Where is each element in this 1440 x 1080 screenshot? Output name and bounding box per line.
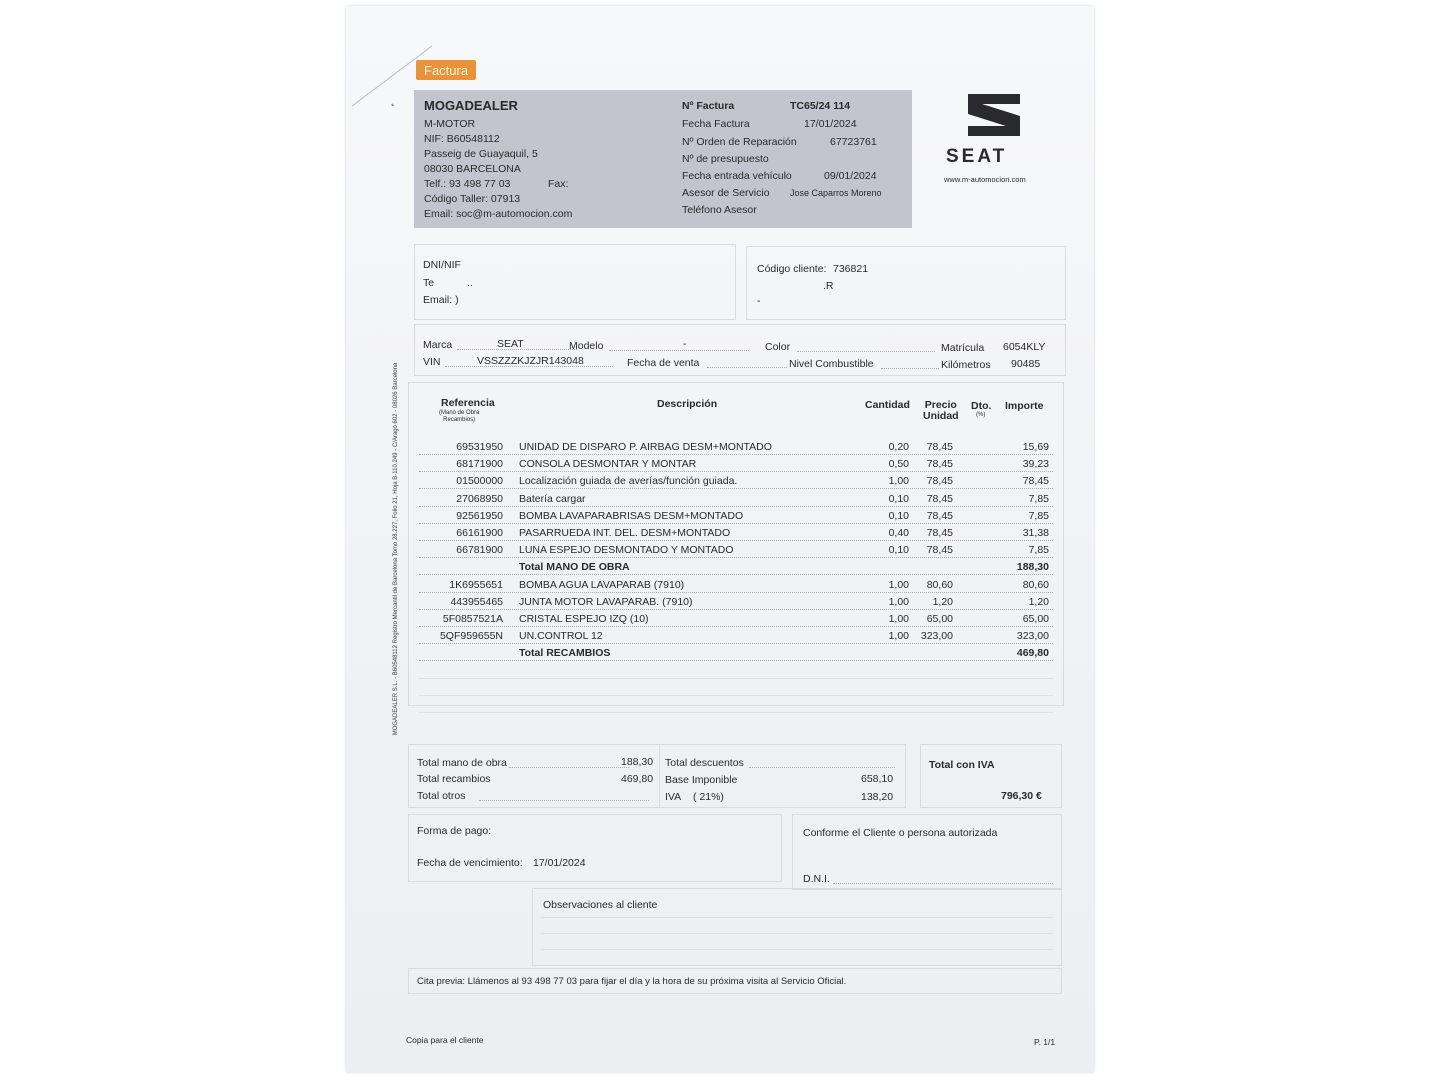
copy-label: Copia para el cliente: [406, 1035, 484, 1045]
signature-label: Conforme el Cliente o persona autorizada: [803, 827, 998, 839]
col-reference: Referencia: [441, 397, 495, 409]
observations-label: Observaciones al cliente: [543, 899, 658, 911]
totals-box: [408, 744, 906, 808]
customer-code-box: [746, 246, 1066, 320]
seat-logo-icon: [964, 90, 1024, 140]
invoice-date: 17/01/2024: [804, 118, 857, 130]
vat-amount: 138,20: [861, 791, 894, 803]
labor-total: 188,30: [621, 756, 654, 768]
cell-amount: 39,23: [1022, 458, 1049, 471]
cell-desc: CRISTAL ESPEJO IZQ (10): [519, 613, 649, 625]
email-label: Email: ): [423, 294, 459, 306]
plate-label: Matrícula: [941, 342, 985, 354]
due-date: 17/01/2024: [533, 857, 586, 869]
cell-desc: BOMBA LAVAPARABRISAS DESM+MONTADO: [519, 509, 744, 522]
cell-price: 78,45: [926, 509, 953, 522]
cell-qty: 1,00: [888, 630, 909, 643]
appointment-box: [408, 968, 1062, 994]
cell-amount: 7,85: [1028, 492, 1049, 505]
tel-label: Te: [423, 277, 435, 289]
grand-total-box: [920, 744, 1062, 808]
customer-box: [414, 244, 736, 320]
company-taller: Código Taller: 07913: [424, 193, 521, 205]
items-table: [408, 382, 1064, 706]
cell-amount: 65,00: [1022, 613, 1049, 625]
model-label: Modelo: [569, 340, 604, 352]
cell-qty: 0,40: [888, 527, 909, 539]
cell-ref: 69531950: [456, 441, 503, 453]
cell-amount: 1,20: [1028, 595, 1049, 608]
repair-order: 67723761: [830, 136, 877, 148]
cell-price: 78,45: [926, 527, 953, 539]
cell-qty: 0,10: [888, 544, 909, 557]
cell-ref: 68171900: [456, 458, 503, 471]
col-discount-sub: (%): [976, 412, 986, 418]
grand-total-label: Total con IVA: [929, 759, 995, 771]
vin-label: VIN: [423, 356, 441, 368]
invoice-number-label: Nº Factura: [682, 100, 735, 112]
parts-total-label: Total recambios: [417, 773, 491, 785]
brand-website: www.m-automocion.com: [944, 175, 1026, 184]
cell-price: 1,20: [932, 595, 953, 608]
cell-desc: LUNA ESPEJO DESMONTADO Y MONTADO: [519, 544, 734, 557]
vat-percent: ( 21%): [693, 791, 724, 803]
col-quantity: Cantidad: [865, 399, 910, 411]
repair-order-label: Nº Orden de Reparación: [682, 136, 797, 148]
cell-qty: 1,00: [888, 578, 909, 591]
cell-price: 78,45: [926, 492, 953, 505]
brand-name: SEAT: [946, 146, 1008, 167]
payment-method-label: Forma de pago:: [417, 825, 492, 837]
cell-price: 80,60: [926, 578, 953, 591]
cell-amount: 188,30: [1016, 561, 1049, 574]
signature-dni-label: D.N.I.: [803, 873, 830, 885]
taxable-base-label: Base Imponible: [665, 774, 738, 786]
cell-amount: 15,69: [1022, 441, 1049, 453]
cell-desc: Total RECAMBIOS: [519, 647, 611, 660]
cell-desc: UNIDAD DE DISPARO P. AIRBAG DESM+MONTADO: [519, 441, 772, 453]
tel-value: ..: [467, 277, 473, 289]
customer-code: 736821: [833, 263, 869, 275]
factura-tab: Factura: [416, 60, 476, 80]
advisor-name: Jose Caparros Moreno: [790, 188, 882, 198]
invoice-number: TC65/24 114: [790, 100, 851, 112]
payment-box: [408, 814, 782, 882]
registry-side-text: MOGADEALER S.L. - B60548112 Registro Mercantil de Barcelona Tomo 28.227, Folio 21, Hoja B-110.249 - C/Aragó 602 - 08026 Barcelona: [393, 362, 399, 736]
cell-ref: 66781900: [456, 544, 503, 557]
due-date-label: Fecha de vencimiento:: [417, 857, 523, 869]
taxable-base: 658,10: [861, 773, 894, 785]
vat-label: IVA: [665, 791, 682, 803]
company-email: Email: soc@m-automocion.com: [424, 208, 573, 220]
col-unit-price: Precio Unidad: [923, 399, 959, 422]
brand-label: Marca: [423, 339, 453, 351]
cell-desc: CONSOLA DESMONTAR Y MONTAR: [519, 458, 697, 471]
cell-qty: 0,20: [888, 441, 909, 453]
col-description: Descripción: [657, 398, 718, 410]
cell-amount: 469,80: [1016, 647, 1049, 660]
cell-price: 78,45: [926, 458, 953, 471]
cell-qty: 0,10: [888, 509, 909, 522]
color-label: Color: [765, 341, 791, 353]
entry-date-label: Fecha entrada vehículo: [682, 170, 792, 182]
dni-label: DNI/NIF: [423, 259, 461, 271]
cell-price: 323,00: [920, 630, 953, 643]
vehicle-plate: 6054KLY: [1003, 341, 1046, 353]
cell-ref: 5F0857521A: [442, 613, 503, 625]
cell-amount: 7,85: [1028, 509, 1049, 522]
cell-ref: 443955465: [450, 595, 503, 608]
customer-name-partial: .R: [823, 280, 834, 292]
cell-amount: 323,00: [1016, 630, 1049, 643]
vehicle-km: 90485: [1011, 358, 1041, 370]
vehicle-brand: SEAT: [497, 338, 524, 350]
cell-desc: PASARRUEDA INT. DEL. DESM+MONTADO: [519, 527, 731, 539]
company-address: Passeig de Guayaquil, 5: [424, 148, 538, 160]
cell-amount: 31,38: [1022, 527, 1049, 539]
vehicle-vin: VSSZZZKJZJR143048: [477, 355, 584, 367]
observations-box: [532, 888, 1062, 966]
other-total-label: Total otros: [417, 790, 466, 802]
labor-total-label: Total mano de obra: [417, 757, 507, 769]
company-name: MOGADEALER: [424, 98, 518, 113]
cell-ref: 27068950: [456, 492, 503, 505]
sale-date-label: Fecha de venta: [627, 357, 700, 369]
cell-price: 78,45: [926, 441, 953, 453]
col-reference-sub: (Mano de Obra Recambios): [439, 410, 480, 423]
cell-amount: 78,45: [1022, 475, 1049, 488]
cell-desc: Total MANO DE OBRA: [519, 561, 630, 574]
cell-desc: Localización guiada de averías/función guiada.: [519, 475, 738, 488]
cell-qty: 1,00: [888, 595, 909, 608]
fuel-label: Nivel Combustible: [789, 358, 874, 370]
cell-ref: 92561950: [456, 509, 503, 522]
budget-label: Nº de presupuesto: [682, 153, 769, 165]
advisor-phone-label: Teléfono Asesor: [682, 204, 757, 216]
company-line: M-MOTOR: [424, 118, 476, 130]
discount-total-label: Total descuentos: [665, 757, 744, 769]
cell-desc: BOMBA AGUA LAVAPARAB (7910): [519, 578, 685, 591]
company-fax-label: Fax:: [548, 178, 569, 190]
cell-ref: 66161900: [456, 527, 503, 539]
grand-total: 796,30 €: [1001, 790, 1042, 802]
cell-amount: 7,85: [1028, 544, 1049, 557]
cell-desc: JUNTA MOTOR LAVAPARAB. (7910): [519, 595, 693, 608]
col-discount: Dto.: [971, 400, 992, 412]
invoice-date-label: Fecha Factura: [682, 118, 750, 130]
km-label: Kilómetros: [941, 359, 991, 371]
entry-date: 09/01/2024: [824, 170, 877, 182]
customer-line2: -: [757, 295, 761, 307]
vehicle-model: -: [683, 338, 687, 350]
page-number: P. 1/1: [1034, 1037, 1056, 1047]
cell-desc: UN.CONTROL 12: [519, 630, 603, 643]
cell-amount: 80,60: [1022, 578, 1049, 591]
company-nif: NIF: B60548112: [424, 133, 500, 145]
cell-qty: 1,00: [888, 475, 909, 488]
vehicle-box: [414, 324, 1066, 376]
cell-price: 78,45: [926, 475, 953, 488]
signature-box: [792, 814, 1062, 890]
appointment-text: Cita previa: Llámenos al 93 498 77 03 para fijar el día y la hora de su próxima visita al Servicio Oficial.: [417, 976, 847, 987]
cell-price: 78,45: [926, 544, 953, 557]
cell-desc: Batería cargar: [519, 492, 586, 505]
cell-ref: 1K6955651: [449, 578, 503, 591]
advisor-label: Asesor de Servicio: [682, 187, 770, 199]
cell-qty: 0,10: [888, 492, 909, 505]
cell-price: 65,00: [926, 613, 953, 625]
customer-code-label: Código cliente:: [757, 263, 827, 275]
company-phone: Telf.: 93 498 77 03: [424, 178, 511, 190]
invoice-paper: [346, 6, 1094, 1072]
header-panel: [414, 90, 912, 228]
col-amount: Importe: [1005, 400, 1044, 412]
company-city: 08030 BARCELONA: [424, 163, 521, 175]
cell-ref: 01500000: [456, 475, 503, 488]
cell-ref: 5QF959655N: [439, 630, 503, 643]
parts-total: 469,80: [621, 773, 654, 785]
cell-qty: 1,00: [888, 613, 909, 625]
cell-qty: 0,50: [888, 458, 909, 471]
